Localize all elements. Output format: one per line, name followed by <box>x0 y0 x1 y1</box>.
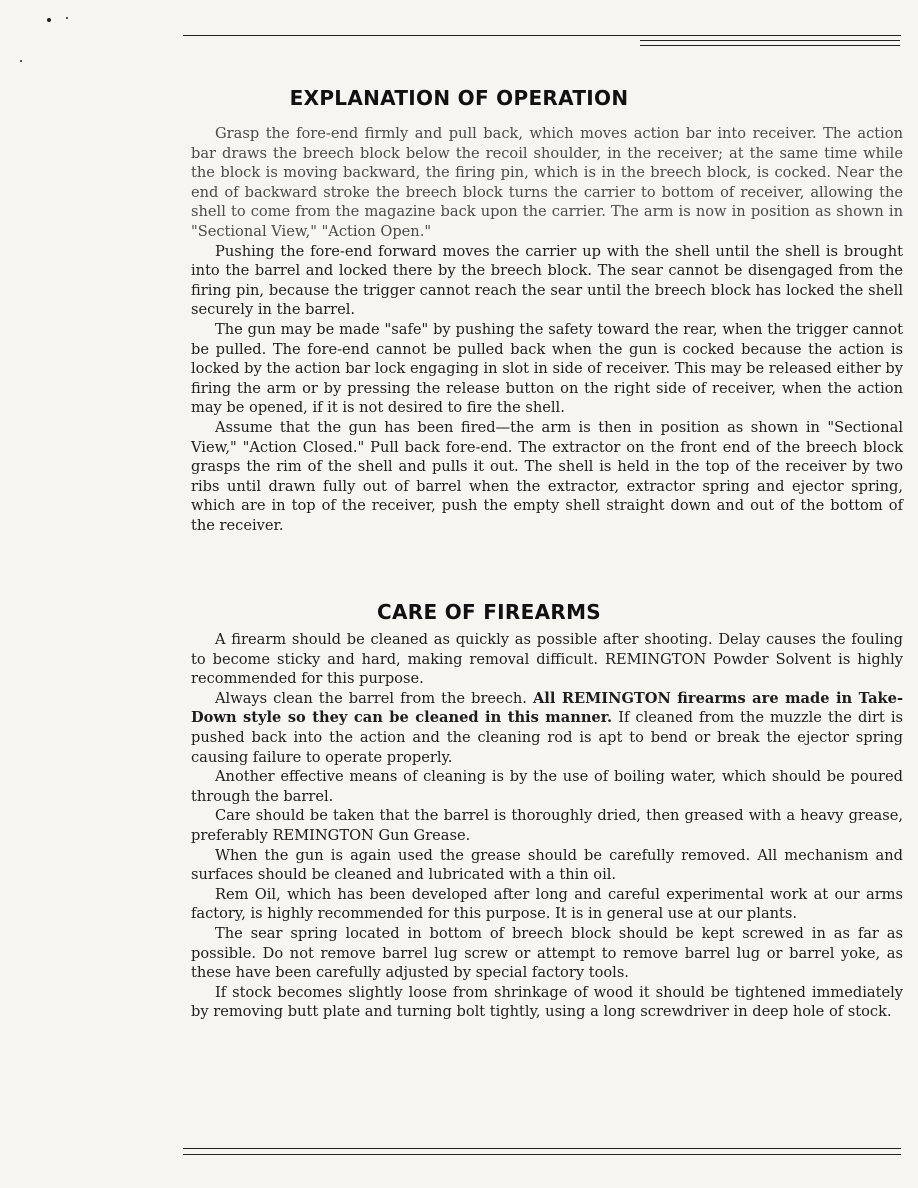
scan-speck <box>20 60 22 62</box>
paragraph: Pushing the fore-end forward moves the carrier up with the shell until the shell is brought into the barrel and locked there by the breech block. The sear cannot be disengaged from the firing pin, because the trigger cannot reach the sear until the breech block has locked the shell securely in the barrel. <box>191 242 903 319</box>
paragraph: Another effective means of cleaning is by the use of boiling water, which should be poured through the barrel. <box>191 768 903 805</box>
section-title-explanation: EXPLANATION OF OPERATION <box>289 86 629 110</box>
paragraph: Rem Oil, which has been developed after long and careful experimental work at our arms factory, is highly recommended for this purpose. It is in general use at our plants. <box>191 885 903 923</box>
explanation-body <box>191 124 903 535</box>
text-run: Always clean the barrel from the breech. <box>215 689 533 707</box>
paragraph: Assume that the gun has been fired—the arm is then in position as shown in "Sectional View," "Action Closed." Pull back fore-end. The extractor on the front end of the breech block grasps the rim of the shell and pulls it out. The shell is held in the top of the receiver by two ribs until drawn fully out of barrel when the extractor, extractor spring and ejector spring, which are in top of the receiver, push the empty shell straight down and out of the bottom of the receiver. <box>191 418 903 534</box>
text-run: If cleaned from the muzzle the dirt is pushed back into the action and the cleaning rod is apt to bend or break the ejector spring causing failure to operate properly. <box>191 709 903 766</box>
top-rule <box>640 45 900 46</box>
paragraph: When the gun is again used the grease should be carefully removed. All mechanism and surfaces should be cleaned and lubricated with a thin oil. <box>191 846 903 884</box>
top-rule <box>640 40 900 41</box>
bottom-rule <box>183 1148 901 1149</box>
scan-speck <box>66 17 68 19</box>
paragraph: If stock becomes slightly loose from shrinkage of wood it should be tightened immediately by removing butt plate and turning bolt tightly, using a long screwdriver in deep hole of stock. <box>191 983 903 1021</box>
paragraph <box>191 689 903 767</box>
bottom-rule <box>183 1154 901 1155</box>
paragraph: A firearm should be cleaned as quickly as possible after shooting. Delay causes the fouling to become sticky and hard, making removal difficult. REMINGTON Powder Solvent is highly recommended for this purpose. <box>191 631 903 688</box>
scan-speck <box>47 18 51 22</box>
paragraph: Grasp the fore-end firmly and pull back, which moves action bar into receiver. The action bar draws the breech block below the recoil shoulder, in the receiver; at the same time while the block is moving backward, the firing pin, which is in the breech block, is cocked. Near the end of backward stroke the breech block turns the carrier to bottom of receiver, allowing the shell to come from the magazine back upon the carrier. The arm is now in position as shown in "Sectional View," "Action Open." <box>191 125 903 240</box>
paragraph: The sear spring located in bottom of breech block should be kept screwed in as far as possible. Do not remove barrel lug screw or attempt to remove barrel lug or barrel yoke, as these have been carefully adjusted by special factory tools. <box>191 924 903 982</box>
care-body <box>191 630 903 1022</box>
paragraph: Care should be taken that the barrel is thoroughly dried, then greased with a heavy grease, preferably REMINGTON Gun Grease. <box>191 807 903 844</box>
paragraph: The gun may be made "safe" by pushing the safety toward the rear, when the trigger cannot be pulled. The fore-end cannot be pulled back when the gun is cocked because the action is locked by the action bar lock engaging in slot in side of receiver. This may be released either by firing the arm or by pressing the release button on the right side of receiver, when the action may be opened, if it is not desired to fire the shell. <box>191 320 903 417</box>
section-title-care: CARE OF FIREARMS <box>377 600 601 624</box>
top-rule <box>183 35 901 36</box>
bold-text: All REMINGTON firearms are made in Take-Down style so they can be cleaned in this manner. <box>191 689 904 727</box>
